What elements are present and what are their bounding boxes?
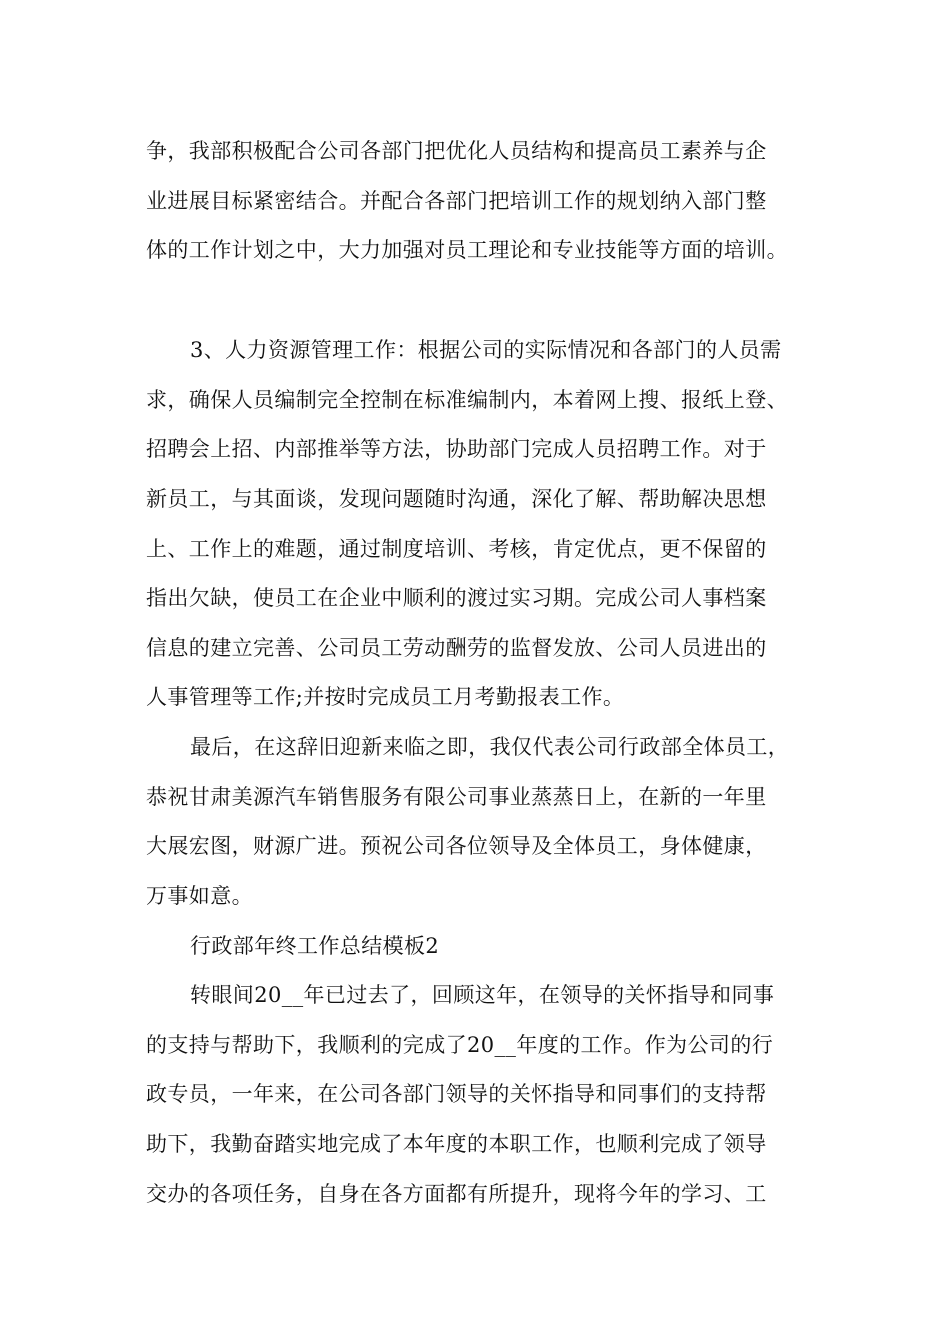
text-line-7: 新员工，与其面谈，发现问题随时沟通，深化了解、帮助解决思想 xyxy=(146,487,767,511)
text-line-5: 求，确保人员编制完全控制在标准编制内，本着网上搜、报纸上登、 xyxy=(146,388,788,412)
text-line-3: 体的工作计划之中，大力加强对员工理论和专业技能等方面的培训。 xyxy=(146,238,788,262)
text-line-13: 恭祝甘肃美源汽车销售服务有限公司事业蒸蒸日上，在新的一年里 xyxy=(146,785,767,809)
section-heading: 行政部年终工作总结模板2 xyxy=(190,934,440,958)
text-line-8: 上、工作上的难题，通过制度培训、考核，肯定优点，更不保留的 xyxy=(146,537,767,561)
text-line-10: 信息的建立完善、公司员工劳动酬劳的监督发放、公司人员进出的 xyxy=(146,636,767,660)
text-line-18: 的支持与帮助下，我顺利的完成了20__年度的工作。作为公司的行 xyxy=(146,1033,774,1057)
text-line-2: 业进展目标紧密结合。并配合各部门把培训工作的规划纳入部门整 xyxy=(146,189,767,213)
text-line-15: 万事如意。 xyxy=(146,884,253,908)
text-line-4: 3、人力资源管理工作：根据公司的实际情况和各部门的人员需 xyxy=(190,338,782,362)
text-line-12: 最后，在这辞旧迎新来临之即，我仅代表公司行政部全体员工， xyxy=(190,735,790,759)
text-line-20: 助下，我勤奋踏实地完成了本年度的本职工作，也顺利完成了领导 xyxy=(146,1132,767,1156)
text-line-17: 转眼间20__年已过去了，回顾这年，在领导的关怀指导和同事 xyxy=(190,983,775,1007)
text-line-14: 大展宏图，财源广进。预祝公司各位领导及全体员工，身体健康， xyxy=(146,834,767,858)
text-line-11: 人事管理等工作;并按时完成员工月考勤报表工作。 xyxy=(146,685,625,709)
text-line-1: 争，我部积极配合公司各部门把优化人员结构和提高员工素养与企 xyxy=(146,139,767,163)
text-line-21: 交办的各项任务，自身在各方面都有所提升，现将今年的学习、工 xyxy=(146,1182,767,1206)
text-line-9: 指出欠缺，使员工在企业中顺利的渡过实习期。完成公司人事档案 xyxy=(146,586,767,610)
text-line-6: 招聘会上招、内部推举等方法，协助部门完成人员招聘工作。对于 xyxy=(146,437,767,461)
text-line-19: 政专员，一年来，在公司各部门领导的关怀指导和同事们的支持帮 xyxy=(146,1082,767,1106)
